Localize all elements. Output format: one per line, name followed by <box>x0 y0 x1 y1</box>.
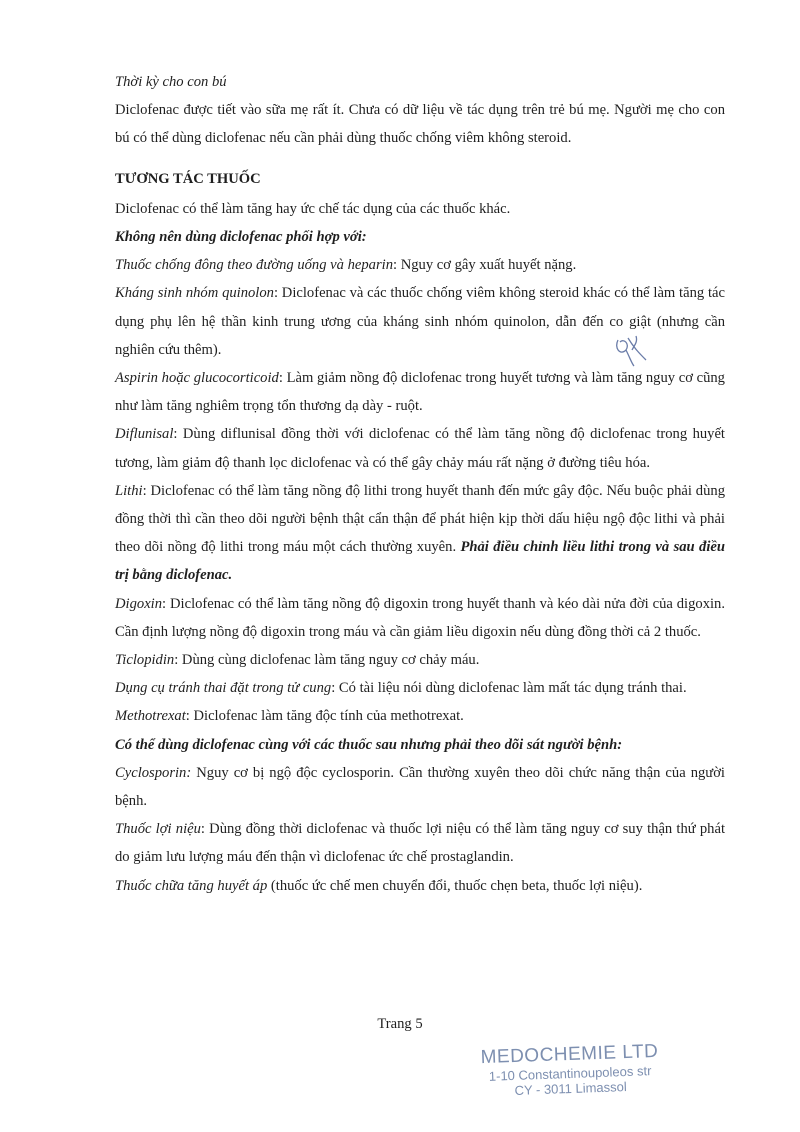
interaction-item-diflunisal <box>115 420 725 476</box>
item-term: Diflunisal <box>115 426 174 443</box>
item-term: Digoxin <box>115 595 163 612</box>
interaction-item-iud <box>115 674 725 702</box>
item-term: Thuốc chống đông theo đường uống và heparin <box>115 257 394 274</box>
item-text: : Dùng diflunisal đồng thời với diclofenac có thể làm tăng nồng độ diclofenac trong huyết tương, làm giảm độ thanh lọc diclofenac và có thể gây chảy máu rất nặng ở đường tiêu hóa. <box>115 426 725 471</box>
interactions-heading: TƯƠNG TÁC THUỐC <box>115 170 261 187</box>
item-term: Lithi <box>115 482 143 499</box>
lactation-text: Diclofenac được tiết vào sữa mẹ rất ít. Chưa có dữ liệu về tác dụng trên trẻ bú mẹ. Người mẹ cho con bú có thể dùng diclofenac nếu cần phải dùng thuốc chống viêm không steroid. <box>115 102 725 147</box>
item-term: Ticlopidin <box>115 652 175 669</box>
item-text: : Nguy cơ gây xuất huyết nặng. <box>393 257 577 274</box>
item-term: Dụng cụ tránh thai đặt trong tử cung <box>115 680 332 697</box>
item-text: : Dùng cùng diclofenac làm tăng nguy cơ chảy máu. <box>174 652 480 669</box>
interaction-item-lithium <box>115 477 725 590</box>
interaction-item-methotrexat <box>115 702 725 730</box>
item-term: Aspirin hoặc glucocorticoid <box>115 370 279 387</box>
item-text: (thuốc ức chế men chuyển đổi, thuốc chẹn beta, thuốc lợi niệu). <box>267 877 643 894</box>
monitor-item-cyclosporin <box>115 759 725 815</box>
item-text: : Có tài liệu nói dùng diclofenac làm mất tác dụng tránh thai. <box>331 680 687 697</box>
interaction-item-ticlopidin <box>115 646 725 674</box>
monitor-heading: Có thể dùng diclofenac cùng với các thuốc sau nhưng phải theo dõi sát người bệnh: <box>115 736 623 753</box>
item-text: : Làm giảm nồng độ diclofenac trong huyết tương và làm tăng nguy cơ cũng như làm tăng nghiêm trọng tổn thương dạ dày - ruột. <box>115 370 725 415</box>
item-text: : Diclofenac làm tăng độc tính của methotrexat. <box>185 708 464 725</box>
item-text: : Diclofenac có thể làm tăng nồng độ lithi trong huyết thanh đến mức gây độc. Nếu buộc phải dùng đồng thời thì cần theo dõi người bệnh thật cẩn thận để phát hiện kịp thời dấu hiệu ngộ độc lithi và phải theo dõi nồng độ lithi trong máu một cách thường xuyên. <box>115 482 725 556</box>
item-term: Methotrexat <box>115 708 186 725</box>
interaction-item-digoxin <box>115 590 725 646</box>
monitor-item-antihypertensive <box>115 872 725 900</box>
item-term: Thuốc chữa tăng huyết áp <box>115 877 268 894</box>
item-term: Thuốc lợi niệu <box>115 821 201 838</box>
item-emphasis: Phải điều chỉnh liều lithi trong và sau điều trị bằng diclofenac. <box>115 539 725 584</box>
item-term: Kháng sinh nhóm quinolon <box>115 285 274 302</box>
monitor-item-diuretic <box>115 815 725 871</box>
item-text: : Dùng đồng thời diclofenac và thuốc lợi niệu có thể làm tăng nguy cơ suy thận thứ phát do giảm lưu lượng máu đến thận vì diclofenac ức chế prostaglandin. <box>115 821 726 866</box>
interaction-item-anticoagulant <box>115 251 725 279</box>
stamp-address-line1: 1-10 Constantinoupoleos str <box>488 1063 652 1084</box>
avoid-heading: Không nên dùng diclofenac phối hợp với: <box>115 229 367 246</box>
item-text: : Diclofenac và các thuốc chống viêm không steroid khác có thể làm tăng tác dụng phụ lên hệ thần kinh trung ương của kháng sinh nhóm quinolon, dẫn đến co giật (nhưng cần nghiên cứu thêm). <box>115 285 725 358</box>
page-number: Trang 5 <box>377 1016 423 1032</box>
interactions-intro: Diclofenac có thể làm tăng hay ức chế tác dụng của các thuốc khác. <box>115 200 511 217</box>
item-text: : Diclofenac có thể làm tăng nồng độ digoxin trong huyết thanh và kéo dài nửa đời của digoxin. Cần định lượng nồng độ digoxin trong máu và cần giảm liều digoxin nếu dùng đồng thời cả 2 thuốc. <box>115 595 725 640</box>
interaction-item-aspirin <box>115 364 725 420</box>
page-content <box>115 68 725 900</box>
company-stamp <box>479 1041 661 1099</box>
handwritten-mark-icon <box>612 334 650 368</box>
item-text: Nguy cơ bị ngộ độc cyclosporin. Cần thường xuyên theo dõi chức năng thận của người bệnh. <box>115 764 725 810</box>
lactation-heading: Thời kỳ cho con bú <box>115 74 227 90</box>
stamp-address-line2: CY - 3011 Limassol <box>514 1079 627 1098</box>
item-term: Cyclosporin: <box>115 764 192 781</box>
stamp-company: MEDOCHEMIE LTD <box>480 1040 659 1069</box>
